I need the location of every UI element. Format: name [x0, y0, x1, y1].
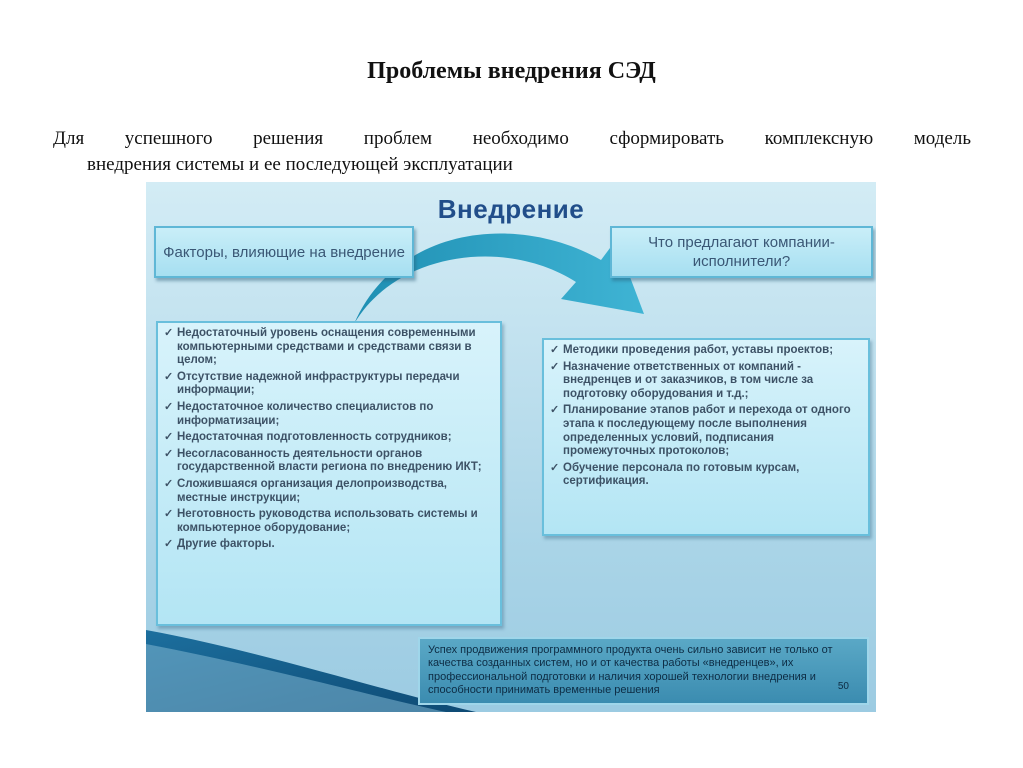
bottom-swoosh-light: [146, 644, 446, 712]
page-number: 50: [837, 680, 849, 692]
check-icon: ✓: [550, 344, 560, 356]
offers-list: [550, 344, 862, 489]
check-icon: ✓: [164, 370, 174, 383]
factors-list-box: [156, 321, 502, 626]
check-icon: ✓: [164, 447, 174, 460]
intro-text: [53, 126, 971, 178]
offers-list-box: [542, 338, 870, 536]
factor-text: Неготовность руководства использовать системы и компьютерное оборудование;: [177, 508, 478, 534]
right-header-box: [610, 226, 873, 278]
intro-line-1: Для успешного решения проблем необходимо сформировать комплексную модель: [53, 128, 971, 149]
note-text: Успех продвижения программного продукта очень сильно зависит не только от качества созданных систем, но и от качества работы «внедренцев», их профессиональной подготовки и наличия хорошей технологии внедрения и способности принимать временные решения: [428, 644, 833, 697]
list-item: [550, 361, 862, 402]
note-box: [418, 637, 869, 705]
list-item: [164, 431, 494, 445]
offer-text: Планирование этапов работ и перехода от одного этапа к последующему после выполнения определенных условий, подписания промежуточных протоколов;: [563, 404, 851, 458]
check-icon: ✓: [550, 360, 560, 373]
factor-text: Недостаточный уровень оснащения современными компьютерными средствами и средствами связи в целом;: [177, 327, 476, 367]
left-header-text: Факторы, влияющие на внедрение: [163, 243, 405, 261]
factor-text: Отсутствие надежной инфраструктуры передачи информации;: [177, 370, 460, 397]
list-item: [164, 538, 494, 552]
slide-title: Проблемы внедрения СЭД: [367, 58, 656, 84]
left-header-box: [154, 226, 414, 278]
list-item: [164, 371, 494, 398]
factor-text: Недостаточное количество специалистов по информатизации;: [177, 400, 434, 427]
check-icon: ✓: [164, 477, 174, 490]
factor-text: Другие факторы.: [177, 538, 275, 551]
diagram-panel: [146, 182, 876, 712]
list-item: [550, 344, 862, 358]
offer-text: Назначение ответственных от компаний - внедренцев и от заказчиков, в том числе за подготовку оборудования и т.д.;: [563, 360, 814, 400]
diagram-title: Внедрение: [437, 194, 585, 224]
right-header-text: Что предлагают компании-исполнители?: [648, 234, 835, 270]
check-icon: ✓: [164, 431, 174, 444]
factors-list: [164, 327, 494, 552]
list-item: [164, 508, 494, 535]
factor-text: Несогласованность деятельности органов государственной власти региона по внедрению ИКТ;: [177, 447, 482, 474]
factor-text: Сложившаяся организация делопроизводства, местные инструкции;: [177, 477, 448, 504]
list-item: [550, 462, 862, 489]
list-item: [550, 404, 862, 458]
check-icon: ✓: [550, 404, 560, 417]
check-icon: ✓: [164, 400, 174, 413]
list-item: [164, 327, 494, 368]
intro-line-2: внедрения системы и ее последующей эксплуатации: [87, 154, 513, 175]
list-item: [164, 478, 494, 505]
check-icon: ✓: [550, 461, 560, 474]
list-item: [164, 448, 494, 475]
offer-text: Обучение персонала по готовым курсам, сертификация.: [563, 461, 800, 488]
factor-text: Недостаточная подготовленность сотрудников;: [177, 431, 452, 444]
offer-text: Методики проведения работ, уставы проектов;: [563, 344, 834, 356]
check-icon: ✓: [164, 508, 174, 521]
check-icon: ✓: [164, 538, 174, 551]
check-icon: ✓: [164, 327, 174, 339]
list-item: [164, 401, 494, 428]
